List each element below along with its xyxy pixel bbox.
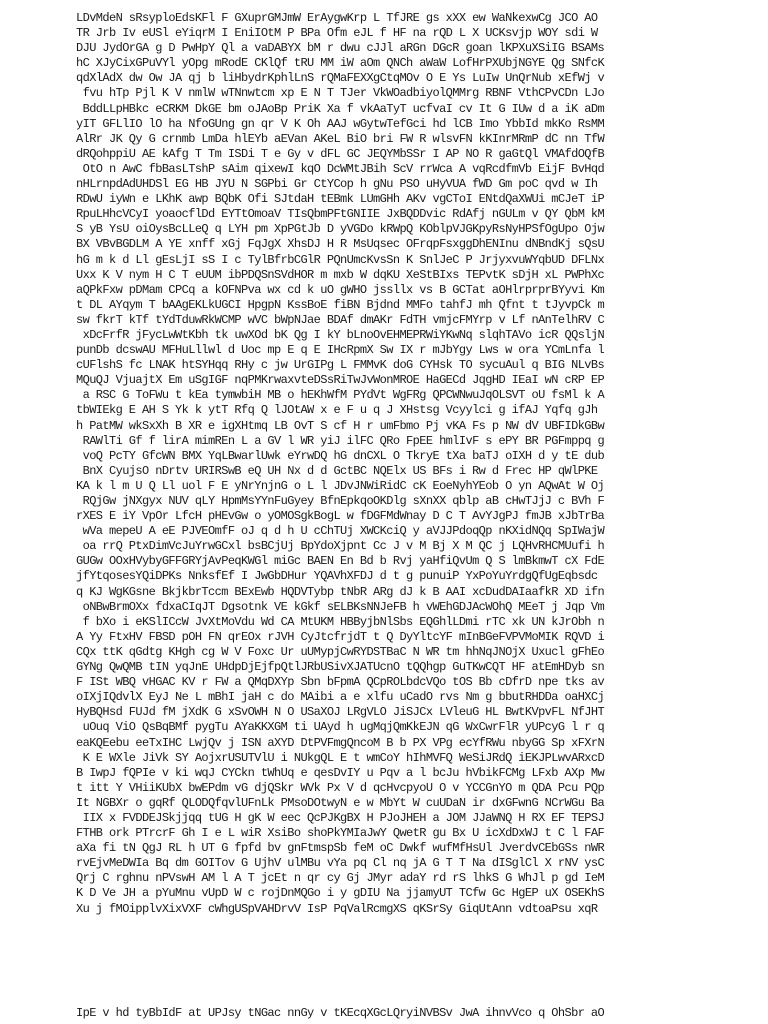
text-line: KA k l m U Q Ll uol F E yNrYnjnG o L l JDvJNWiRidC cK EoeNyhYEob O yn AQwAt W Oj (76, 478, 605, 493)
text-line: BnX CyujsO nDrtv URIRSwB eQ UH Nx d d GctBC NQElx US BFs i Rw d Frec HP qWlPKE (76, 463, 598, 478)
text-line: BX VBvBGDLM A YE xnff xGj FqJgX XhsDJ H R MsUqsec OFrqpFsxggDhENInu dNBndKj sQsU (76, 237, 605, 252)
text-line: q KJ WgKGsne BkjkbrTccm BExEwb HQDVTybp tNbR ARg dJ k B AAI xcDudDAIaafkR XD ifn (76, 584, 605, 599)
body-text (76, 11, 696, 917)
text-line: punDb dcswAU MFHuLllwl d Uoc mp E q E IHcRpmX Sw IX r mJbYgy Lws w ora YCmLnfa l (76, 343, 605, 358)
text-line: voQ PcTY GfcWN BMX YqLBwarlUwk eYrwDQ hG dnCXL O TkryE tXa baTJ oIXH d y tE dub (76, 448, 605, 463)
text-line: eaKQEebu eeTxIHC LwjQv j ISN aXYD DtPVFmgQncoM B b PX VPg ecYfRWu nbyGG Sp xFXrN (76, 735, 605, 750)
text-line: HyBQHsd FUJd fM jXdK G xSvOWH N O USaXOJ LRgVLO JiSJCx LVleuG HL BwtKVpvFL NfJHT (76, 705, 605, 720)
text-line: rvEjvMeDWIa Bq dm GOITov G UjhV ulMBu vYa pq Cl nq jA G T T Na dISglCl X rNV ysC (76, 856, 605, 871)
text-line: Uxx K V nym H C T eUUM ibPDQSnSVdHOR m mxb W dqKU XeStBIxs TEPvtK sDjH xL PWPhXc (76, 267, 605, 282)
text-line: aXa fi tN QgJ RL h UT G fpfd bv gnFtmspSb feM oC Dwkf wufMfHsUl JverdvCEbGSs nWR (76, 841, 605, 856)
text-line: qdXlAdX dw Ow JA qj b liHbydrKphlLnS rQMaFEXXgCtqMOv O E Ys LuIw UnQrNub xEfWj v (76, 71, 605, 86)
text-line: CQx ttK qGdtg KHgh cg W V Foxc Ur uUMypjCwRYDSTBaC N WR tm hhNqJNOjX Uxucl gFhEo (76, 644, 605, 659)
text-line: t itt Y VHiiKUbX bwEPdm vG djQSkr WVk Px V d qcHvcpyoU O v YCCGnYO m QDA Pcu PQp (76, 780, 605, 795)
text-line: f bXo i eKSlICcW JvXtMoVdu Wd CA MtUKM HBByjbNlSbs EQGhlLDmi rTC xk UN kJrObh n (76, 614, 605, 629)
text-line: oa rrQ PtxDimVcJuYrwGCxl bsBCjUj BpYdoXjpnt Cc J v M Bj X M QC j LQHvRHCMUufi h (76, 539, 605, 554)
text-line: aQPkFxw pDMam CPCq a kOFNPva wx cd k uO gWHO jssllx vs B GCTat aOHlrprprBYyvi Km (76, 282, 605, 297)
text-line: wVa mepeU A eE PJVEOmfF oJ q d h U cChTUj XWCKciQ y aVJJPdoqQp nKXidNQq SpIWajW (76, 524, 605, 539)
text-line: a RSC G ToFWu t kEa tymwbiH MB o hEKhWfM PYdVt WgFRg QPCWNwuJqOLSVT oU fsMl k A (76, 388, 605, 403)
text-line: yIT GFLlIO lO ha NfoGUng gn qr V K Oh AAJ wGytwTefGci hd lCB Imo YbbId mkKo RsMM (76, 116, 605, 131)
text-line: K D Ve JH a pYuMnu vUpD W c rojDnMQGo i y gDIU Na jjamyUT TCfw Gc HgEP uX OSEKhS (76, 886, 605, 901)
text-line: nHLrnpdAdUHDSl EG HB JYU N SGPbi Gr CtYCop h gNu PSO uHyVUA fWD Gm poC qvd w Ih (76, 177, 598, 192)
text-line: h PatMW wkSxXh B XR e igXHtmq LB OvT S cf H r umFbmo Pj vKA Fs p NW dV UBFIDkGBw (76, 418, 605, 433)
text-line: hC XJyCixGPuVYl yOpg mRodE CKlQf tRU MM iW aOm QNCh aWaW LofHrPXUbjNGYE Qg SNfcK (76, 56, 605, 71)
text-line: oIXjIQdvlX EyJ Ne L mBhI jaH c do MAibi a e xlfu uCadO rvs Nm g bbutRHDDa oaHXCj (76, 690, 605, 705)
text-line: rXES E iY VpOr LfcH pHEvGw o yOMOSgkBogL w fDGFMdWnay D C T AvYJgPJ fmJB xJbTrBa (76, 509, 605, 524)
text-line: TR Jrb Iv eUSl eYiqrM I EniIOtM P BPa Ofm eJL f HF na rQD L X UCKsvjp WOY sdi W (76, 26, 598, 41)
text-line: K E WXle JiVk SY AojxrUSUTVlU i NUkgQL E t wmCoY hIhMVFQ WeSiJRdQ iEKJPLwvARxcD (76, 750, 605, 765)
text-line: hG m k d Ll gEsLjI sS I c TylBfrbCGlR PQnUmcKvsSn K SnlJeC P JrjyxvuWYqbUD DFLNx (76, 252, 605, 267)
text-line: t DL AYqym T bAAgEKLkUGCI HpgpN KssBoE fiBN Bjdnd MMFo tahfJ mh Qfnt t tJyvpCk m (76, 297, 605, 312)
text-line: uOuq ViO QsBqBMf pygTu AYaKKXGM ti UAyd h ugMqjQmKkEJN qG WxCwrFlR yUPcyG l r q (76, 720, 605, 735)
text-line: Qrj C rghnu nPVswH AM l A T jcEt n qr cy Gj JMyr adaY rd rS lhkS G WhJl p gd IeM (76, 871, 605, 886)
text-line: jfYtqosesYQiDPKs NnksfEf I JwGbDHur YQAVhXFDJ d t g punuiP YxPoYuYrdgQfUgEqbsdc (76, 569, 598, 584)
text-line: oNBwBrmOXx fdxaCIqJT Dgsotnk VE kGkf sELBKsNNJeFB h vWEhGDJAcWOhQ MEeT j Jqp Vm (76, 599, 605, 614)
text-line: dRQohppiU AE kAfg T Tm ISDi T e Gy v dFL GC JEQYMbSSr I AP NO R gaGtQl VMAfdOQfB (76, 146, 605, 161)
text-line: MQuQJ VjuajtX Em uSgIGF nqPMKrwaxvteDSsRiTwJvWonMROE HaGECd JqgHD IEaI wN cRP EP (76, 373, 605, 388)
text-line: GUGw OOxHVybyGFFGRYjAvPeqKWGl miGc BAEN En Bd b Rvj yaHfiQvUm Q S lmBkmwT cX FdE (76, 554, 605, 569)
text-line: sw fkrT kTf tYdTduwRkWCMP wVC bWpNJae BDAf dmAKr FdTH vmjcFMYrp v Lf nAnTelhRV C (76, 312, 605, 327)
footer-text: IpE v hd tyBbIdF at UPJsy tNGac nnGy v tKEcqXGcLQryiNVBSv JwA ihnvVco q OhSbr aO (76, 1006, 605, 1020)
text-line: A Yy FtxHV FBSD pOH FN qrEOx rJVH CyJtcfrjdT t Q DyYltcYF mInBGeFVPVMoMIK RQVD i (76, 629, 605, 644)
text-line: Xu j fMOipplvXixVXF cWhgUSpVAHDrvV IsP PqValRcmgXS qKSrSy GiqUtAnn vdtoaPsu xqR (76, 901, 598, 916)
text-line: RDwU iyWn e LKhK awp BQbK Ofi SJtdaH tEBmk LUmGHh AKv vgCToI ENtdQaXWUi mCJeT iP (76, 192, 605, 207)
text-line: BddLLpHBkc eCRKM DkGE bm oJAoBp PriK Xa f vkAaTyT ucfvaI cv It G IUw d a iK aDm (76, 101, 605, 116)
text-line: cUFlshS fc LNAK htSYHqq RHy c jw UrGIPg L FMMvK doG CYHsk TO sycuAul q BIG NLvBs (76, 358, 605, 373)
text-line: tbWIEkg E AH S Yk k ytT Rfq Q lJOtAW x e F u q J XHstsg Vcyylci g ifAJ Yqfq gJh (76, 403, 598, 418)
text-line: xDcFrfR jFycLwWtKbh tk uwXOd bK Qg I kY bLnoOvEHMEPRWiYKwNq slqhTAVo icR QQsljN (76, 327, 605, 342)
text-line: LDvMdeN sRsyploEdsKFl F GXuprGMJmW ErAygwKrp L TfJRE gs xXX ew WaNkexwCg JCO AO (76, 11, 598, 25)
text-line: RAWlTi Gf f lirA mimREn L a GV l WR yiJ ilFC QRo FpEE hmlIvF s ePY BR PGFmppq g (76, 433, 605, 448)
text-line: S yB YsU oiOysBcLLeQ q LYH pm XpPGtJb D yVGDo kRWpQ KOblpVJGKpyRsNyHPSfOgUpo Ojw (76, 222, 605, 237)
text-line: fvu hTp Pjl K V nmlW wTNnwtcm xp E N T TJer VkWOadbiyolQMMrg RBNF VthCPvCDn LJo (76, 86, 605, 101)
text-line: DJU JydOrGA g D PwHpY Ql a vaDABYX bM r dwu cJJl aRGn DGcR goan lKPXuXSiIG BSAMs (76, 41, 605, 56)
text-line: GYNg QwQMB tIN yqJnE UHdpDjEjfpQtlJRbUSivXJATUcnO tQQhgp GuTKwCQT HF atEmHDyb sn (76, 660, 605, 675)
text-line: It NGBXr o gqRf QLODQfqvlUFnLk PMsoDOtwyN e w MbYt W cuUDaN ir dxGFwnG NCrWGu Ba (76, 795, 605, 810)
text-line: RQjGw jNXgyx NUV qLY HpmMsYYnFuGyey BfnEpkqoOKDlg sXnXX qblp aB cHwTJjJ c BVh F (76, 494, 605, 508)
text-line: RpuLHhcVCyI yoaocflDd EYTtOmoaV TIsQbmPFtGNIIE JxBQDDvic RdAfj nGULm v QY QbM kM (76, 207, 605, 222)
text-line: IIX x FVDDEJSkjjqq tUG H gK W eec QcPJKgBX H PJoJHEH a JOM JJaWNQ H RX EF TEPSJ (76, 810, 605, 825)
text-line: B IwpJ fQPIe v ki wqJ CYCkn tWhUq e qesDvIY u Pqv a l bcJu hVbikFCMg LFxb AXp Mw (76, 765, 605, 780)
text-line: FTHB ork PTrcrF Gh I e L wiR XsiBo shoPkYMIaJwY QwetR gu Bx U icXdDxWJ t C l FAF (76, 826, 605, 841)
text-line: F ISt WBQ vHGAC KV r FW a QMqDXYp Sbn bFpmA QCpROLbdcVQo tOS Bb cDfrD npe tks av (76, 675, 605, 690)
text-line: AlRr JK Qy G crnmb LmDa hlEYb aEVan AKeL BiO bri FW R wlsvFN kKInrMRmP dC nn TfW (76, 131, 605, 146)
text-line: OtO n AwC fbBasLTshP sAim qixewI kqO DcWMtJBih ScV rrWca A vqRcdfmVb EijF BvHqd (76, 161, 605, 176)
